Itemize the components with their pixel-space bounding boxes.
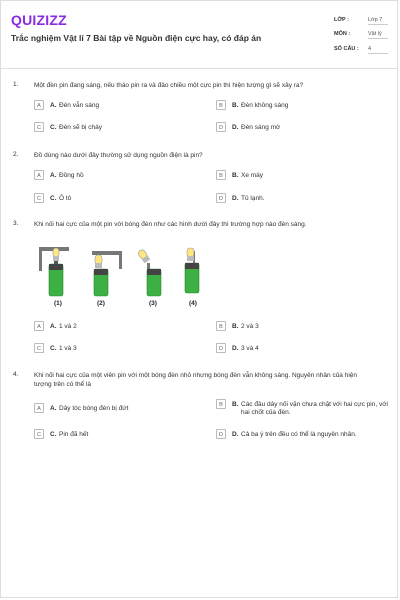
option-text: Ô tô [59, 194, 72, 202]
option-letter: C. [50, 123, 57, 131]
option-box[interactable]: C [34, 122, 44, 132]
option-letter: A. [50, 101, 57, 109]
question-text: Một đèn pin đang sáng, nếu tháo pin ra và đảo chiều một cực pin thì hiện tượng gì sẽ xảy ra? [34, 82, 304, 89]
option-b[interactable] [216, 399, 386, 419]
option-d[interactable] [216, 122, 386, 134]
option-text: Đèn không sáng [241, 101, 289, 109]
option-letter: D. [232, 194, 239, 202]
option-b[interactable] [216, 170, 386, 182]
option-text: Cả ba ý trên đều có thể là nguyên nhân. [241, 430, 357, 438]
option-letter: A. [50, 404, 57, 412]
option-b[interactable] [216, 321, 386, 333]
meta-subject-value: Vật lý [368, 31, 388, 39]
option-box[interactable]: B [216, 321, 226, 331]
option-letter: D. [232, 123, 239, 131]
option-box[interactable]: C [34, 429, 44, 439]
meta-class-value: Lớp 7 [368, 17, 388, 25]
question-number: 2. [13, 151, 19, 158]
option-text: Đèn sẽ bị cháy [59, 123, 102, 131]
figure-label-2: (2) [97, 300, 105, 307]
option-text: 3 và 4 [241, 344, 259, 352]
circuit-illustration [37, 243, 217, 299]
option-box[interactable]: A [34, 403, 44, 413]
option-letter: A. [50, 322, 57, 330]
circuit-3-illustration [137, 249, 161, 296]
meta-count [334, 46, 390, 56]
option-letter: C. [50, 430, 57, 438]
option-box[interactable]: D [216, 429, 226, 439]
option-letter: C. [50, 344, 57, 352]
option-letter: D. [232, 344, 239, 352]
option-letter: C. [50, 194, 57, 202]
option-box[interactable]: C [34, 193, 44, 203]
option-b[interactable] [216, 100, 386, 112]
option-c[interactable] [34, 122, 204, 134]
meta-class-label: LỚP : [334, 17, 349, 23]
option-a[interactable] [34, 170, 204, 182]
option-d[interactable] [216, 193, 386, 205]
option-box[interactable]: B [216, 100, 226, 110]
question-text: Khi nối hai cực của một pin với bóng đèn như các hình dưới đây thì trường hợp nào đèn sáng. [34, 221, 307, 228]
option-letter: B. [232, 322, 239, 330]
option-text: 1 và 2 [59, 322, 77, 330]
option-text: Xe máy [241, 171, 264, 179]
option-letter: B. [232, 171, 239, 179]
option-letter: D. [232, 430, 239, 438]
option-box[interactable]: B [216, 170, 226, 180]
option-a[interactable] [34, 403, 204, 415]
option-d[interactable] [216, 429, 386, 441]
circuit-1-illustration [39, 247, 69, 296]
meta-count-value: 4 [368, 46, 388, 54]
option-text: 1 và 3 [59, 344, 77, 352]
option-letter: B. [232, 101, 239, 109]
question-number: 4. [13, 371, 19, 378]
option-text: 2 và 3 [241, 322, 259, 330]
option-letter: B. [232, 400, 239, 408]
figure-label-1: (1) [54, 300, 62, 307]
figure-label-4: (4) [189, 300, 197, 307]
option-box[interactable]: C [34, 343, 44, 353]
option-text: Đèn sáng mờ [241, 123, 281, 131]
option-box[interactable]: D [216, 122, 226, 132]
option-a[interactable] [34, 321, 204, 333]
quizizz-logo: QUIZIZZ [11, 12, 67, 28]
option-text: Pin đã hết [59, 430, 89, 438]
option-c[interactable] [34, 343, 204, 355]
option-box[interactable]: A [34, 321, 44, 331]
figure-label-3: (3) [149, 300, 157, 307]
option-c[interactable] [34, 429, 204, 441]
question-text: Khi nối hai cực của một viên pin với một bóng đèn nhỏ nhưng bóng đèn vẫn không sáng. Nguyên nhân của hiện tượng trên có thể là [34, 372, 358, 388]
circuit-4-illustration [185, 248, 199, 293]
meta-subject [334, 31, 390, 41]
option-text: Đồng hồ [59, 171, 84, 179]
battery-bulb-figure [37, 243, 217, 311]
meta-subject-label: MÔN : [334, 31, 351, 37]
option-box[interactable]: D [216, 193, 226, 203]
option-box[interactable]: A [34, 170, 44, 180]
meta-class [334, 17, 390, 27]
option-d[interactable] [216, 343, 386, 355]
question-number: 1. [13, 81, 19, 88]
option-letter: A. [50, 171, 57, 179]
option-text: Đèn vẫn sáng [59, 101, 100, 109]
option-c[interactable] [34, 193, 204, 205]
option-text: Các đầu dây nối vặn chưa chặt với hai cực pin, với hai chốt của đèn. [241, 400, 388, 416]
option-text: Dây tóc bóng đèn bị đứt [59, 404, 129, 412]
meta-count-label: SỐ CÂU : [334, 46, 359, 52]
question-text: Đồ dùng nào dưới đây thường sử dụng nguồn điện là pin? [34, 152, 203, 159]
option-box[interactable]: D [216, 343, 226, 353]
header-divider [1, 68, 397, 69]
option-text: Tủ lạnh. [241, 194, 265, 202]
circuit-2-illustration [92, 251, 122, 296]
page-title: Trắc nghiệm Vật lí 7 Bài tập về Nguồn điện cực hay, có đáp án [11, 33, 262, 43]
option-box[interactable]: A [34, 100, 44, 110]
option-box[interactable]: B [216, 399, 226, 409]
question-number: 3. [13, 220, 19, 227]
option-a[interactable] [34, 100, 204, 112]
